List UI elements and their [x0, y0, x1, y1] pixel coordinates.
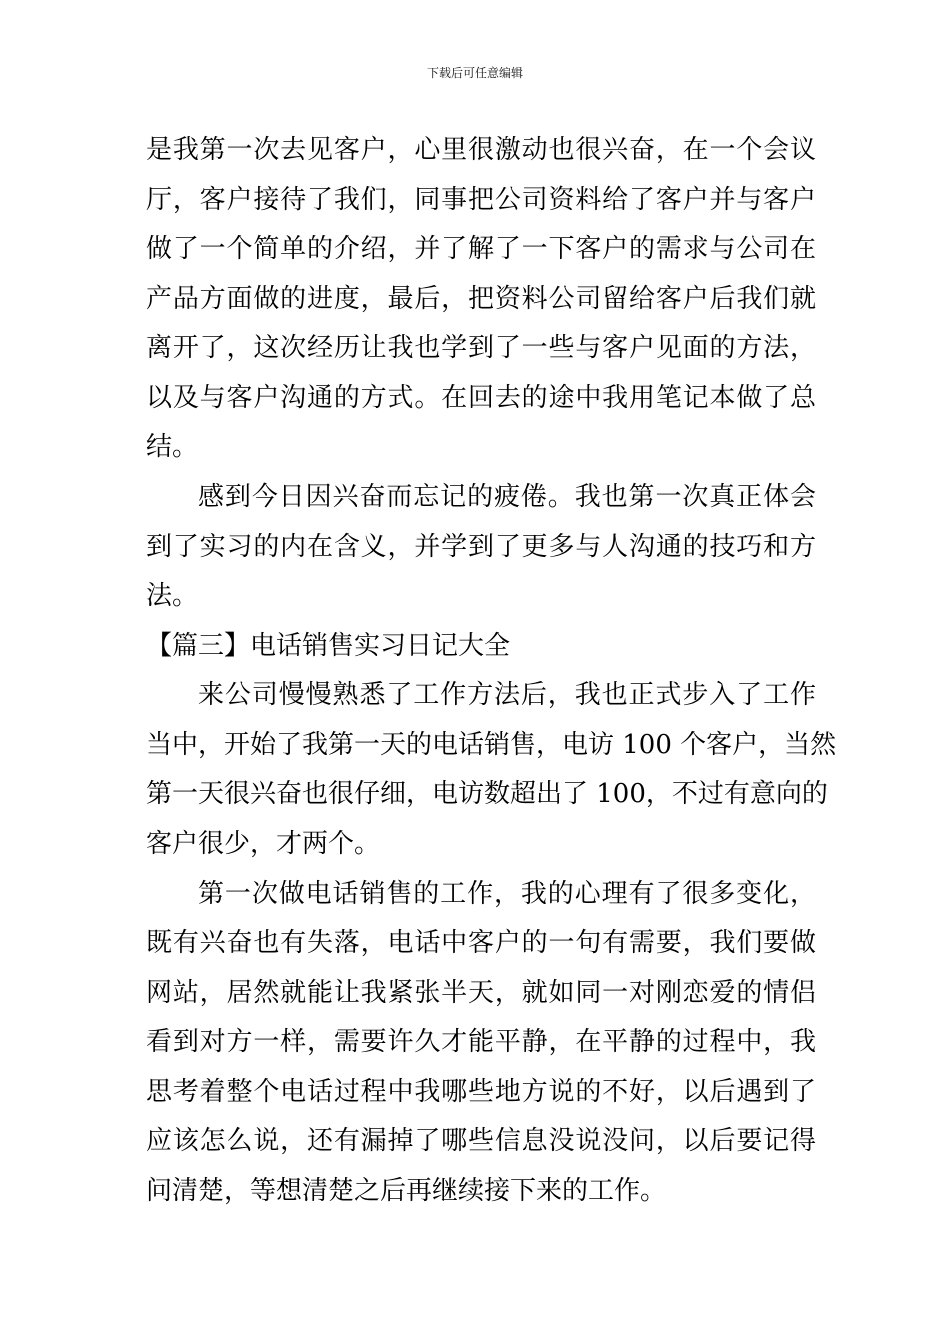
- text-line: 网站，居然就能让我紧张半天，就如同一对刚恋爱的情侣: [146, 978, 816, 1008]
- text-line: 当中，开始了我第一天的电话销售，电访 100 个客户，当然: [146, 730, 837, 760]
- text-line: 第一次做电话销售的工作，我的心理有了很多变化，: [198, 879, 816, 909]
- text-line: 看到对方一样，需要许久才能平静，在平静的过程中，我: [146, 1027, 816, 1057]
- text-line: 既有兴奋也有失落，电话中客户的一句有需要，我们要做: [146, 928, 816, 958]
- text-line: 做了一个简单的介绍，并了解了一下客户的需求与公司在: [146, 234, 816, 264]
- text-line: 到了实习的内在含义，并学到了更多与人沟通的技巧和方: [146, 532, 816, 562]
- page-header: 下载后可任意编辑: [426, 66, 523, 80]
- text-line: 第一天很兴奋也很仔细，电访数超出了 100，不过有意向的: [146, 779, 828, 809]
- text-line: 是我第一次去见客户，心里很激动也很兴奋，在一个会议: [146, 135, 816, 165]
- text-line: 应该怎么说，还有漏掉了哪些信息没说没问，以后要记得: [146, 1126, 816, 1156]
- section-heading: 【篇三】电话销售实习日记大全: [146, 631, 511, 661]
- text-line: 离开了，这次经历让我也学到了一些与客户见面的方法，: [146, 333, 816, 363]
- text-line: 感到今日因兴奋而忘记的疲倦。我也第一次真正体会: [198, 482, 816, 512]
- text-line: 思考着整个电话过程中我哪些地方说的不好，以后遇到了: [146, 1077, 816, 1107]
- text-line: 以及与客户沟通的方式。在回去的途中我用笔记本做了总: [146, 383, 816, 413]
- text-line: 问清楚，等想清楚之后再继续接下来的工作。: [146, 1176, 667, 1206]
- text-line: 产品方面做的进度，最后，把资料公司留给客户后我们就: [146, 284, 816, 314]
- text-line: 来公司慢慢熟悉了工作方法后，我也正式步入了工作: [198, 680, 816, 710]
- text-line: 结。: [146, 432, 199, 462]
- text-line: 客户很少，才两个。: [146, 829, 381, 859]
- text-line: 厅，客户接待了我们，同事把公司资料给了客户并与客户: [146, 185, 816, 215]
- text-line: 法。: [146, 581, 199, 611]
